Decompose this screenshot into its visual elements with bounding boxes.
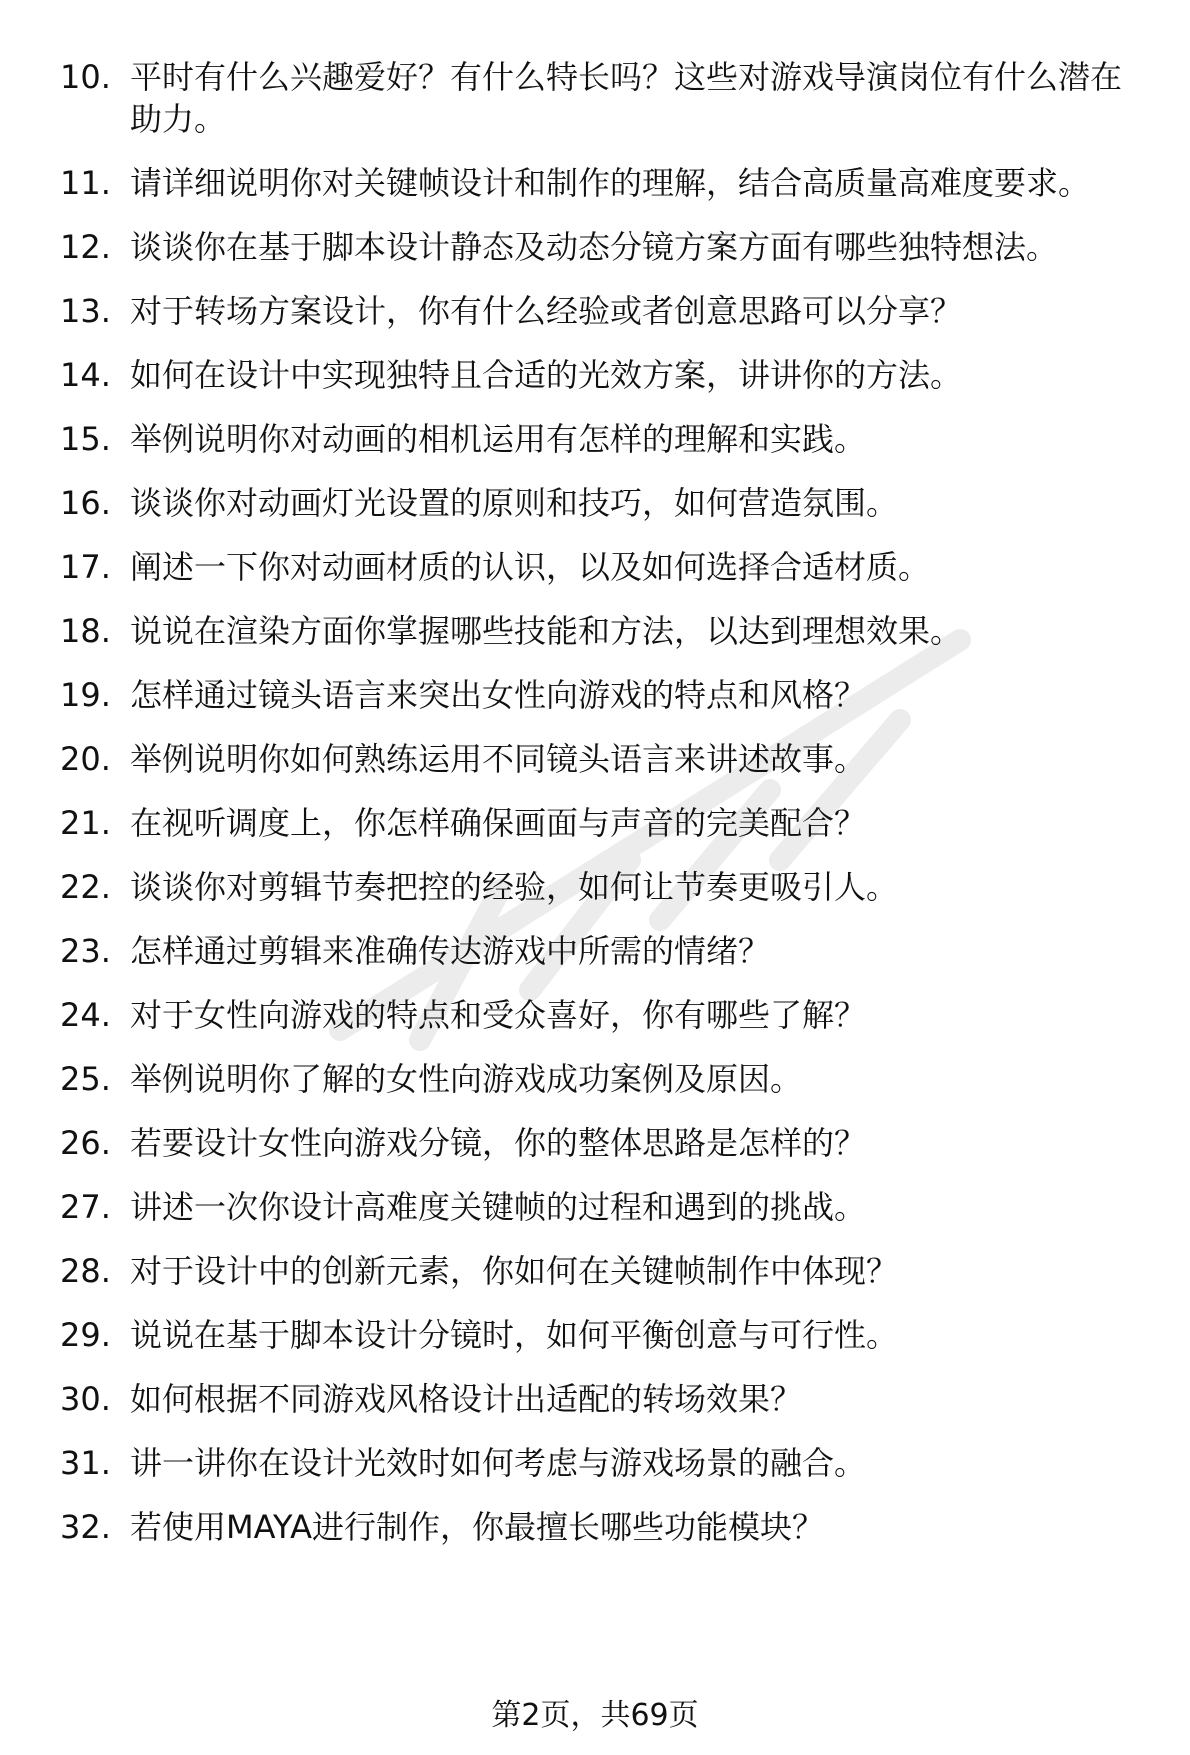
question-text: 如何在设计中实现独特且合适的光效方案，讲讲你的方法。: [130, 356, 963, 394]
list-item: [60, 1442, 1150, 1484]
question-number: 13.: [60, 292, 111, 330]
question-text: 对于设计中的创新元素，你如何在关键帧制作中体现？: [130, 1252, 899, 1290]
question-number: 27.: [60, 1188, 111, 1226]
question-text: 对于转场方案设计，你有什么经验或者创意思路可以分享？: [130, 292, 963, 330]
list-item: [60, 1506, 1150, 1548]
question-number: 30.: [60, 1380, 111, 1418]
question-text: 怎样通过剪辑来准确传达游戏中所需的情绪？: [130, 932, 771, 970]
question-text: 说说在渲染方面你掌握哪些技能和方法，以达到理想效果。: [130, 612, 963, 650]
list-item: [60, 56, 1150, 140]
list-item: [60, 930, 1150, 972]
question-number: 14.: [60, 356, 111, 394]
question-text: 请详细说明你对关键帧设计和制作的理解，结合高质量高难度要求。: [130, 164, 1091, 202]
list-item: [60, 866, 1150, 908]
question-text: 讲一讲你在设计光效时如何考虑与游戏场景的融合。: [130, 1444, 867, 1482]
list-item: [60, 802, 1150, 844]
question-text: 阐述一下你对动画材质的认识，以及如何选择合适材质。: [130, 548, 931, 586]
question-number: 29.: [60, 1316, 111, 1354]
question-text: 对于女性向游戏的特点和受众喜好，你有哪些了解？: [130, 996, 867, 1034]
question-number: 16.: [60, 484, 111, 522]
list-item: [60, 1122, 1150, 1164]
question-number: 22.: [60, 868, 111, 906]
list-item: [60, 354, 1150, 396]
question-text: 平时有什么兴趣爱好？有什么特长吗？这些对游戏导演岗位有什么潜在助力。: [130, 58, 1123, 138]
question-text: 讲述一次你设计高难度关键帧的过程和遇到的挑战。: [130, 1188, 867, 1226]
question-number: 28.: [60, 1252, 111, 1290]
list-item: [60, 1186, 1150, 1228]
question-text: 举例说明你对动画的相机运用有怎样的理解和实践。: [130, 420, 867, 458]
list-item: [60, 1250, 1150, 1292]
list-item: [60, 1314, 1150, 1356]
question-number: 26.: [60, 1124, 111, 1162]
question-text: 在视听调度上，你怎样确保画面与声音的完美配合？: [130, 804, 867, 842]
list-item: [60, 226, 1150, 268]
list-item: [60, 1058, 1150, 1100]
question-text: 如何根据不同游戏风格设计出适配的转场效果？: [130, 1380, 803, 1418]
page-number: 第2页，共69页: [491, 1698, 699, 1733]
question-number: 12.: [60, 228, 111, 266]
question-number: 31.: [60, 1444, 111, 1482]
list-item: [60, 290, 1150, 332]
question-text: 若使用MAYA进行制作，你最擅长哪些功能模块？: [130, 1508, 824, 1546]
question-text: 举例说明你如何熟练运用不同镜头语言来讲述故事。: [130, 740, 867, 778]
list-item: [60, 738, 1150, 780]
list-item: [60, 610, 1150, 652]
list-item: [60, 994, 1150, 1036]
list-item: [60, 674, 1150, 716]
list-item: [60, 162, 1150, 204]
question-number: 21.: [60, 804, 111, 842]
question-number: 20.: [60, 740, 111, 778]
question-number: 10.: [60, 58, 111, 96]
question-text: 谈谈你对动画灯光设置的原则和技巧，如何营造氛围。: [130, 484, 899, 522]
list-item: [60, 546, 1150, 588]
question-text: 怎样通过镜头语言来突出女性向游戏的特点和风格？: [130, 676, 867, 714]
question-list: [60, 56, 1150, 1570]
list-item: [60, 1378, 1150, 1420]
question-number: 15.: [60, 420, 111, 458]
question-number: 19.: [60, 676, 111, 714]
question-text: 说说在基于脚本设计分镜时，如何平衡创意与可行性。: [130, 1316, 899, 1354]
question-number: 25.: [60, 1060, 111, 1098]
question-text: 谈谈你在基于脚本设计静态及动态分镜方案方面有哪些独特想法。: [130, 228, 1059, 266]
question-text: 谈谈你对剪辑节奏把控的经验，如何让节奏更吸引人。: [130, 868, 899, 906]
question-number: 24.: [60, 996, 111, 1034]
question-number: 17.: [60, 548, 111, 586]
question-number: 32.: [60, 1508, 111, 1546]
list-item: [60, 418, 1150, 460]
question-number: 23.: [60, 932, 111, 970]
question-number: 11.: [60, 164, 111, 202]
list-item: [60, 482, 1150, 524]
question-number: 18.: [60, 612, 111, 650]
question-text: 若要设计女性向游戏分镜，你的整体思路是怎样的？: [130, 1124, 867, 1162]
question-text: 举例说明你了解的女性向游戏成功案例及原因。: [130, 1060, 803, 1098]
